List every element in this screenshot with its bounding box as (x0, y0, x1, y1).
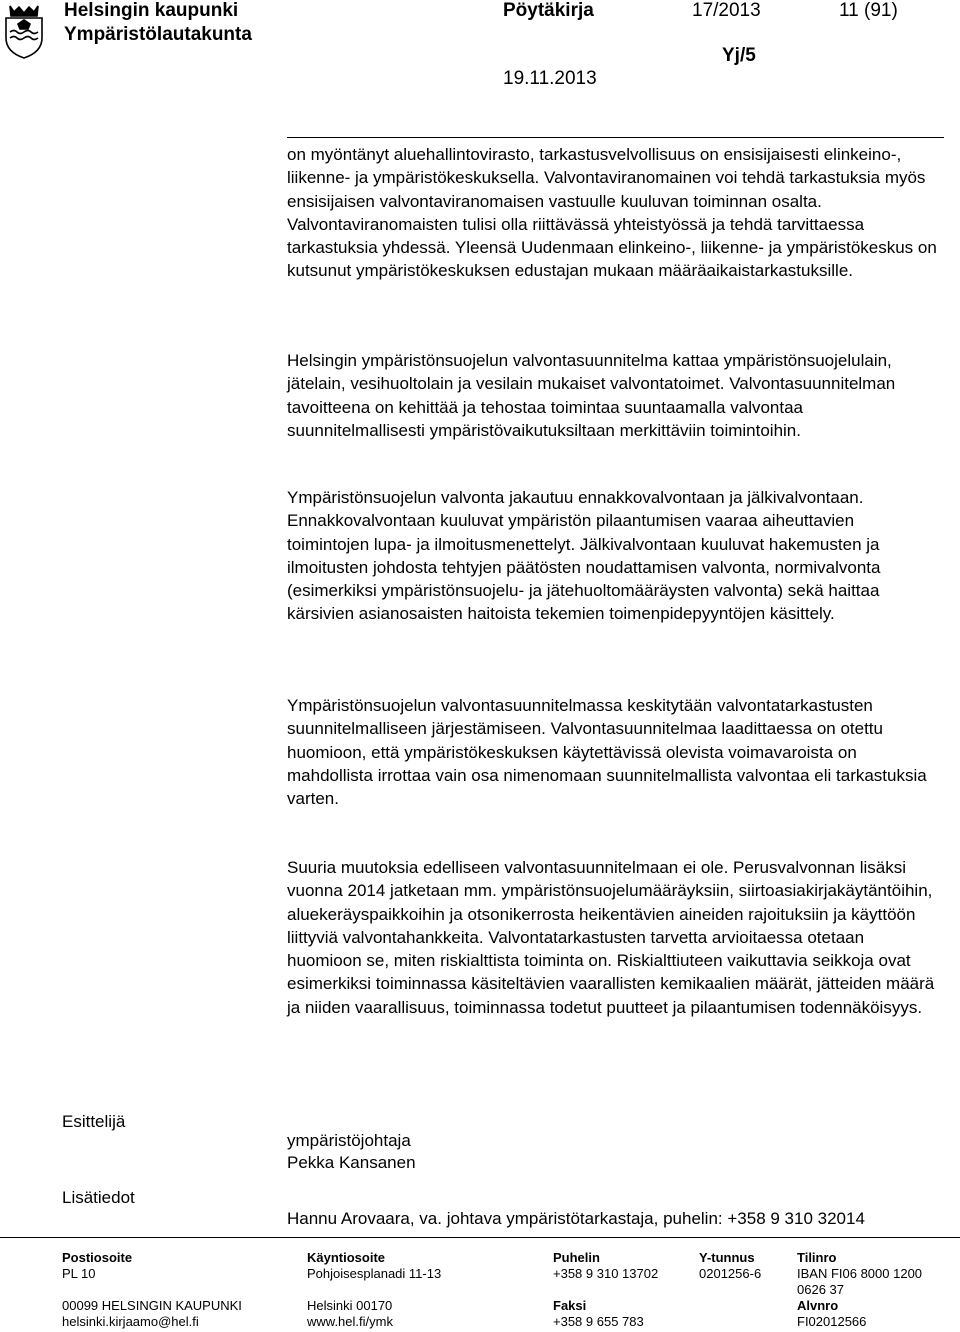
footer-postal-2: 00099 HELSINGIN KAUPUNKI (62, 1298, 242, 1313)
header-page-number: 11 (91) (839, 0, 898, 21)
footer-alvnro: FI02012566 (797, 1314, 867, 1329)
footer-ytunnus-column (699, 1250, 761, 1282)
header-committee: Ympäristölautakunta (64, 24, 252, 45)
footer-ytunnus-label: Y-tunnus (699, 1250, 755, 1265)
footer-postal-1: PL 10 (62, 1266, 96, 1281)
header-section: Yj/5 (722, 45, 756, 66)
presenter-title: ympäristöjohtaja (287, 1131, 411, 1150)
header-doc-type: Pöytäkirja (503, 0, 594, 21)
header-doc-number: 17/2013 (692, 0, 761, 21)
footer-phone: +358 9 310 13702 (553, 1266, 659, 1281)
footer-email: helsinki.kirjaamo@hel.fi (62, 1314, 199, 1329)
footer-fax: +358 9 655 783 (553, 1314, 644, 1329)
header-rule (287, 137, 944, 138)
footer-account-1: IBAN FI06 8000 1200 (797, 1266, 923, 1281)
paragraph-4: Ympäristönsuojelun valvontasuunnitelmassa keskitytään valvontatarkastusten suunnitelmalliseen järjestämiseen. Valvontasuunnitelmaa laadittaessa on otettu huomioon, että ympäristökeskuksen käytettävissä olevista voimavaroista on mahdollista irrottaa vain osa nimenomaan suunnitelmallista valvontaa eli tarkastuksia varten. (287, 696, 927, 809)
footer-postal-column (62, 1250, 242, 1330)
presenter-name: Pekka Kansanen (287, 1153, 416, 1172)
footer-account-column (797, 1250, 922, 1330)
footer-account-label: Tilinro (797, 1250, 837, 1265)
paragraph-1: on myöntänyt aluehallintovirasto, tarkastusvelvollisuus on ensisijaisesti elinkeino-, liikenne- ja ympäristökeskuksella. Valvontaviranomainen voi tehdä tarkastuksia myös ensisijaisen valvontaviranomaisen vastuulle kuuluvan toiminnan osalta. Valvontaviranomaisten tulisi olla riittävässä yhteistyössä ja tehdä tarvittaessa tarkastuksia yhdessä. Yleensä Uudenmaan elinkeino-, liikenne- ja ympäristökeskus on kutsunut ympäristökeskuksen edustajan mukaan määräaikaistarkastuksille. (287, 145, 937, 281)
footer-visit-column (307, 1250, 441, 1330)
footer-rule (0, 1237, 960, 1238)
footer-ytunnus: 0201256-6 (699, 1266, 762, 1281)
paragraph-5: Suuria muutoksia edelliseen valvontasuunnitelmaan ei ole. Perusvalvonnan lisäksi vuonna 2014 jatketaan mm. ympäristönsuojelumääräyksiin, siirtoasiakirjakäytäntöihin, aluekeräyspaikkoihin ja otsonikerrosta heikentävien aineiden rajoituksiin ja käyttöön liittyviä valvontahankkeita. Valvontatarkastusten tarvetta arvioitaessa otetaan huomioon se, miten riskialttista toiminta on. Riskialttiuteen vaikuttavia seikkoja ovat esimerkiksi toiminnassa käsiteltävien vaarallisten kemikaalien määrät, jätteiden määrä ja niiden vaarallisuus, toiminnassa todetut puutteet ja pilaantumisen todennäköisyys. (287, 858, 935, 1017)
footer-alvnro-label: Alvnro (797, 1298, 839, 1313)
header-date: 19.11.2013 (503, 68, 597, 89)
header-city: Helsingin kaupunki (64, 0, 239, 21)
footer-phone-label: Puhelin (553, 1250, 600, 1265)
paragraph-2: Helsingin ympäristönsuojelun valvontasuunnitelma kattaa ympäristönsuojelulain, jätelain, vesihuoltolain ja vesilain mukaiset valvontatoimet. Valvontasuunnitelman tavoitteena on kehittää ja tehostaa toimintaa suuntaamalla valvontaa suunnitelmallisesti ympäristövaikutuksiltaan merkittäviin toimintoihin. (287, 351, 896, 440)
footer-web: www.hel.fi/ymk (307, 1314, 393, 1329)
info-text: Hannu Arovaara, va. johtava ympäristötarkastaja, puhelin: +358 9 310 32014 (287, 1209, 865, 1228)
helsinki-coat-of-arms-logo (2, 2, 46, 60)
presenter-label: Esittelijä (62, 1112, 126, 1131)
footer-visit-label: Käyntiosoite (307, 1250, 386, 1265)
paragraph-3: Ympäristönsuojelun valvonta jakautuu ennakkovalvontaan ja jälkivalvontaan. Ennakkovalvontaan kuuluvat ympäristön pilaantumisen vaaraa aiheuttavien toimintojen lupa- ja ilmoitusmenettelyt. Jälkivalvontaan kuuluvat hakemusten ja ilmoitusten johdosta tehtyjen päätösten noudattamisen valvonta, normivalvonta (esimerkiksi ympäristönsuojelu- ja jätehuoltomääräysten valvonta) sekä haittaa kärsivien asianosaisten haitoista tekemien toimenpidepyyntöjen käsittely. (287, 488, 881, 624)
footer-postal-label: Postiosoite (62, 1250, 133, 1265)
footer-visit-2: Helsinki 00170 (307, 1298, 393, 1313)
footer-account-2: 0626 37 (797, 1282, 844, 1297)
footer-visit-1: Pohjoisesplanadi 11-13 (307, 1266, 442, 1281)
footer-fax-label: Faksi (553, 1298, 587, 1313)
footer-phone-column (553, 1250, 658, 1330)
presenter-block (287, 1130, 937, 1174)
info-label: Lisätiedot (62, 1188, 135, 1207)
